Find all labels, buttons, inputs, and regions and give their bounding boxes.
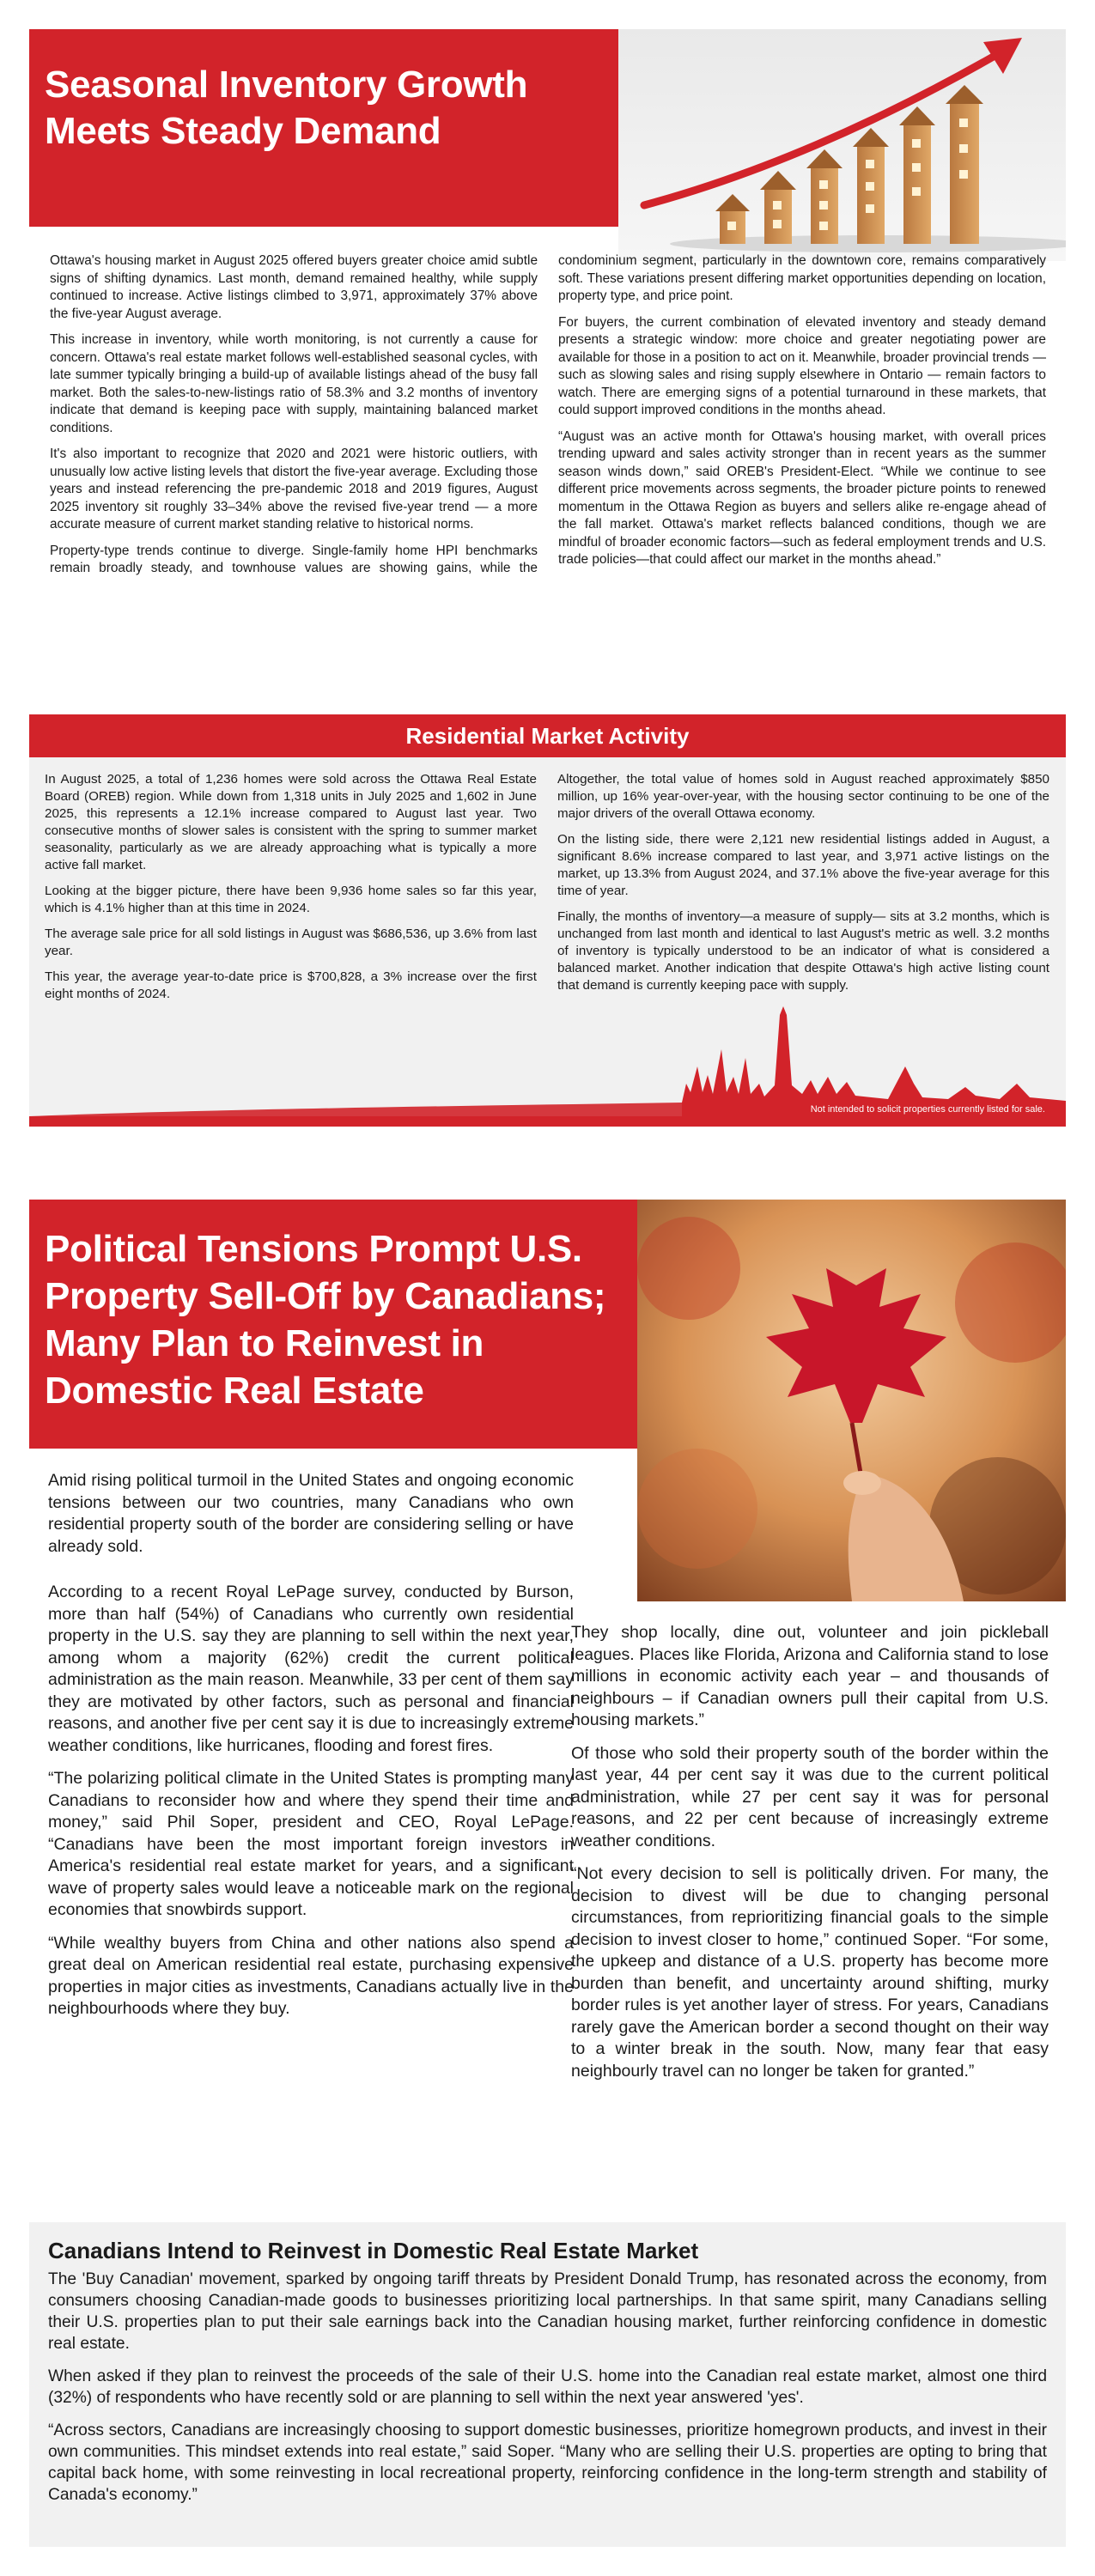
political-title-line: Property Sell-Off by Canadians; xyxy=(45,1275,606,1317)
political-paragraph: “The polarizing political climate in the United States is prompting many Canadians to reconsider how and where they spend their time and money,” said Phil Soper, president and CEO, Royal LePage. “Canadians have been the most important foreign investors in America's residential real estate market for years, and a significant wave of property sales would leave a noticeable mark on the regional economies that snowbirds support. xyxy=(48,1769,574,1919)
residential-market-panel xyxy=(29,757,1066,1127)
political-paragraph: They shop locally, dine out, volunteer and join pickleball leagues. Places like Florida, Arizona and California stand to lose millions in economic activity each year – and thousands of neighbours – if Canadian owners pull their capital from U.S. housing markets.” xyxy=(571,1623,1049,1729)
residential-paragraph: On the listing side, there were 2,121 new residential listings added in August, a significant 8.6% increase compared to last year, and 3,971 active listings on the market, up 13.3% from August 2024, and 37.1% above the five-year average for this time of year. xyxy=(557,832,1049,898)
seasonal-paragraph: Property-type trends continue to diverge. Single-family home HPI benchmarks remain broadly steady, and townhouse values are showing gains, while the condominium segment, particularly in the downtown core, remains comparatively soft. These variations present differing market opportunities depending on location, property type, and price point. xyxy=(50,253,1046,575)
political-intro xyxy=(48,1470,574,1569)
political-tensions-section xyxy=(29,1200,1066,2547)
seasonal-inventory-section xyxy=(29,29,1066,1127)
residential-paragraph: Looking at the bigger picture, there have been 9,936 home sales so far this year, which is 4.1% higher than at this time in 2024. xyxy=(45,884,537,915)
reinvest-paragraph: The 'Buy Canadian' movement, sparked by ongoing tariff threats by President Donald Trump, has resonated across the economy, from consumers choosing Canadian-made goods to businesses prioritizing local partnerships. In that same spirit, many Canadians selling their U.S. properties plan to put their sale earnings back into the Canadian housing market, further reinforcing confidence in domestic real estate. xyxy=(48,2270,1047,2353)
political-title xyxy=(45,1225,637,1414)
seasonal-title-box xyxy=(29,29,618,227)
reinvest-paragraph: “Across sectors, Canadians are increasingly choosing to support domestic businesses, prioritize homegrown products, and invest in their own communities. This mindset extends into real estate,” said Soper. “Many who are selling their U.S. properties are opting to bring that capital back home, with some reinvesting in local recreational property, reinforcing confidence in the long-term strength and stability of Canada's economy.” xyxy=(48,2421,1047,2504)
seasonal-paragraph: It's also important to recognize that 2020 and 2021 were historic outliers, with unusually low active listing levels that distort the five-year average. Excluding those years and instead referencing the pre-pandemic 2018 and 2019 figures, August 2025 inventory sit roughly 33–34% above the revised five-year trend — a more accurate measure of current market standing relative to historical norms. xyxy=(50,447,538,532)
rising-houses-chart-image xyxy=(618,29,1066,261)
seasonal-paragraph: This increase in inventory, while worth monitoring, is not currently a cause for concern. Ottawa's real estate market follows well-established seasonal cycles, with late summer typically bringing a build-up of available listings ahead of the busy fall market. Both the sales-to-new-listings ratio of 58.3% and 3.2 months of inventory indicate that demand is keeping pace with supply, maintaining balanced market conditions. xyxy=(50,332,538,435)
seasonal-paragraph: For buyers, the current combination of elevated inventory and steady demand presents a strategic window: more choice and greater negotiating power are available for those in a position to act on it. Meanwhile, broader provincial trends — such as slowing sales and rising supply elsewhere in Ontario — remain factors to watch. There are emerging signs of a potential turnaround in these markets, that could support improved conditions in the months ahead. xyxy=(558,314,1046,417)
seasonal-paragraph: “August was an active month for Ottawa's housing market, with overall prices trending upward and sales activity stronger than in recent years as the summer season winds down,” said OREB's President-Elect. “While we continue to see different price movements across segments, the broader picture points to renewed momentum in the Ottawa Region as buyers and sellers alike re-engage ahead of the fall market. Ottawa's market reflects balanced conditions, though we are mindful of broader economic factors—such as federal employment trends and U.S. trade policies—that could affect our market in the months ahead.” xyxy=(558,428,1046,567)
residential-paragraph: Altogether, the total value of homes sold in August reached approximately $850 million, up 16% year-over-year, with the housing sector continuing to be one of the major drivers of the overall Ottawa economy. xyxy=(557,772,1049,821)
political-title-line: Domestic Real Estate xyxy=(45,1370,424,1412)
seasonal-title-line2: Meets Steady Demand xyxy=(45,110,441,152)
reinvest-paragraph: When asked if they plan to reinvest the proceeds of the sale of their U.S. home into the Canadian real estate market, almost one third (32%) of respondents who have recently sold or are planning to sell within the next year answered 'yes'. xyxy=(48,2367,1047,2407)
political-paragraph: Of those who sold their property south of the border within the last year, 44 per cent say it was due to the current political administration, while 27 per cent say it was for personal reasons, and 22 per cent because of increasingly extreme weather conditions. xyxy=(571,1743,1049,1850)
residential-paragraph: This year, the average year-to-date price is $700,828, a 3% increase over the first eight months of 2024. xyxy=(45,969,537,1001)
residential-market-heading: Residential Market Activity xyxy=(29,714,1066,757)
seasonal-article-body xyxy=(50,252,1046,578)
seasonal-title-line1: Seasonal Inventory Growth xyxy=(45,64,528,106)
maple-leaf-icon xyxy=(637,1200,1066,1601)
political-paragraph: According to a recent Royal LePage survey, conducted by Burson, more than half (54%) of Canadians who currently own residential property in the U.S. say they are planning to sell within the next year, among whom a majority (62%) credit the current political administration as the main reason. Meanwhile, 33 per cent of them say they are motivated by other factors, such as personal and financial reasons, and another five per cent say it is due to increasingly extreme weather conditions, like hurricanes, flooding and forest fires. xyxy=(48,1583,574,1755)
residential-paragraph: The average sale price for all sold listings in August was $686,536, up 3.6% from last year. xyxy=(45,927,537,958)
disclaimer-text: Not intended to solicit properties currently listed for sale. xyxy=(810,1104,1045,1115)
reinvest-panel xyxy=(29,2222,1066,2547)
reinvest-heading: Canadians Intend to Reinvest in Domestic Real Estate Market xyxy=(48,2238,699,2263)
political-right-column xyxy=(571,1622,1049,2093)
residential-paragraph: In August 2025, a total of 1,236 homes were sold across the Ottawa Real Estate Board (OREB) region. While down from 1,318 units in July 2025 and 1,602 in June 2025, this represents a 12.1% increase compared to August last year. Two consecutive months of slower sales is consistent with the spring to summer market seasonality, particularly as we are already approaching what is typically a more active fall market. xyxy=(45,772,537,872)
house-bars-illustration xyxy=(618,29,1066,261)
political-title-line: Many Plan to Reinvest in xyxy=(45,1322,484,1364)
political-paragraph: “While wealthy buyers from China and other nations also spend a great deal on American residential real estate, purchasing expensive properties in major cities as investments, Canadians actually live in the neighbourhoods where they buy. xyxy=(48,1933,574,2018)
political-intro-paragraph: Amid rising political turmoil in the United States and ongoing economic tensions between our two countries, many Canadians who own residential property south of the border are considering selling or have already sold. xyxy=(48,1471,574,1556)
seasonal-paragraph: Ottawa's housing market in August 2025 offered buyers greater choice amid subtle signs of shifting dynamics. Last month, demand remained healthy, while supply continued to increase. Active listings climbed to 3,971, approximately 37% above the five-year August average. xyxy=(50,253,538,321)
maple-leaf-photo xyxy=(637,1200,1066,1601)
political-title-box xyxy=(29,1200,637,1449)
residential-market-body xyxy=(45,771,1049,1007)
residential-paragraph: Finally, the months of inventory—a measure of supply— sits at 3.2 months, which is unchanged from last month and identical to last August's metric as well. 3.2 months of inventory is typically understood to be an indicator of what is considered a balanced market. Another indication that despite Ottawa's high active listing count that demand is currently keeping pace with supply. xyxy=(557,909,1049,993)
political-left-column xyxy=(48,1582,574,2032)
political-paragraph: “Not every decision to sell is politically driven. For many, the decision to divest will be due to changing personal circumstances, from reprioritizing financial goals to the simple decision to invest closer to home,” continued Soper. “For some, the upkeep and distance of a U.S. property has become more burden than benefit, and uncertainty around shifting, murky border rules is yet another layer of stress. For years, Canadians rarely gave the American border a second thought on their way to a winter break in the south. Now, many fear that easy neighbourly travel can no longer be taken for granted.” xyxy=(571,1864,1049,2081)
seasonal-title xyxy=(45,62,618,155)
political-title-line: Political Tensions Prompt U.S. xyxy=(45,1228,582,1270)
